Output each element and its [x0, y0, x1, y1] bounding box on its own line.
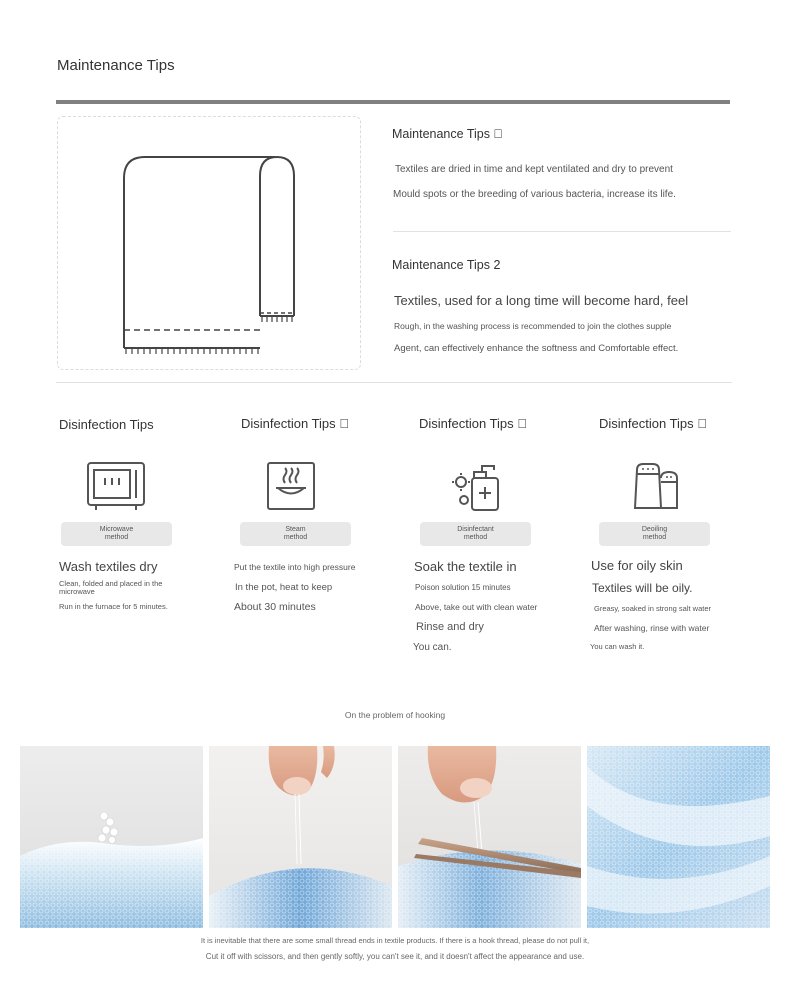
disinfection-tip-2-line: Put the textile into high pressure [234, 562, 356, 572]
scissors-cutting-photo [398, 746, 581, 928]
disinfection-tip-4-line: Use for oily skin [591, 558, 683, 573]
towel-closeup-photo [587, 746, 770, 928]
section-divider [56, 382, 732, 383]
hooking-text-line: It is inevitable that there are some small thread ends in textile products. If there is a hook thread, please do not pull it, [200, 936, 590, 945]
disinfection-tip-4-line: Textiles will be oily. [592, 581, 693, 595]
disinfection-tip-2-line: About 30 minutes [234, 601, 316, 613]
pill-line: Microwave [99, 526, 134, 533]
title-divider [56, 100, 730, 104]
pulling-thread-photo [209, 746, 392, 928]
steam-pot-icon [266, 461, 318, 513]
hooking-caption: On the problem of hooking [344, 710, 446, 720]
pill-line: Disinfectant [457, 526, 494, 533]
maintenance-tip-1-line: Textiles are dried in time and kept ventilated and dry to prevent [395, 164, 673, 175]
towel-loop-photo [20, 746, 203, 928]
disinfection-tip-4-line: Greasy, soaked in strong salt water [594, 604, 711, 613]
disinfection-tip-3-line: You can. [413, 642, 452, 653]
maintenance-tip-1-title: Maintenance Tips ⃞ [392, 127, 503, 141]
disinfection-tip-1-line: Clean, folded and placed in the [59, 579, 163, 588]
disinfection-tip-3-line: Poison solution 15 minutes [415, 583, 511, 592]
disinfection-tip-3-line: Rinse and dry [416, 621, 484, 633]
microwave-method-label [61, 522, 172, 546]
disinfection-tip-1-title: Disinfection Tips [59, 417, 154, 432]
pill-line: Deoiling [641, 526, 668, 533]
disinfection-tip-1-line: Wash textiles dry [59, 559, 158, 574]
disinfection-tip-3-title: Disinfection Tips ⃞ [419, 416, 528, 431]
tip-divider [393, 231, 731, 232]
maintenance-tip-2-line: Rough, in the washing process is recommended to join the clothes supple [394, 321, 672, 331]
deoiling-method-label [599, 522, 710, 546]
towel-icon [57, 116, 361, 370]
maintenance-tip-2-line: Textiles, used for a long time will become hard, feel [394, 293, 689, 308]
maintenance-tip-1-line: Mould spots or the breeding of various bacteria, increase its life. [393, 189, 676, 200]
disinfection-tip-3-line: Above, take out with clean water [415, 602, 538, 612]
pill-line: method [283, 534, 308, 541]
disinfectant-method-label [420, 522, 531, 546]
page-title: Maintenance Tips [57, 57, 175, 74]
pill-line: method [463, 534, 488, 541]
disinfection-tip-2-line: In the pot, heat to keep [235, 582, 333, 593]
disinfection-tip-3-line: Soak the textile in [414, 559, 517, 574]
disinfection-tip-2-title: Disinfection Tips ⃞ [241, 416, 350, 431]
hooking-text-line: Cut it off with scissors, and then gently softly, you can't see it, and it doesn't affect the appearance and use. [205, 952, 585, 961]
steam-method-label [240, 522, 351, 546]
microwave-icon [86, 460, 146, 512]
disinfection-tip-4-line: You can wash it. [590, 642, 645, 651]
maintenance-tip-2-title: Maintenance Tips 2 [392, 258, 501, 272]
pill-line: method [642, 534, 667, 541]
pill-line: method [104, 534, 129, 541]
salt-shaker-icon [631, 460, 681, 514]
disinfection-tip-4-title: Disinfection Tips ⃞ [599, 416, 708, 431]
maintenance-tip-2-line: Agent, can effectively enhance the softness and Comfortable effect. [394, 343, 679, 354]
pill-line: Steam [285, 526, 306, 533]
disinfection-tip-4-line: After washing, rinse with water [594, 623, 710, 633]
disinfection-tip-1-line: Run in the furnace for 5 minutes. [59, 602, 168, 611]
disinfection-tip-1-line: microwave [59, 587, 95, 596]
disinfectant-bottle-icon [450, 460, 504, 514]
